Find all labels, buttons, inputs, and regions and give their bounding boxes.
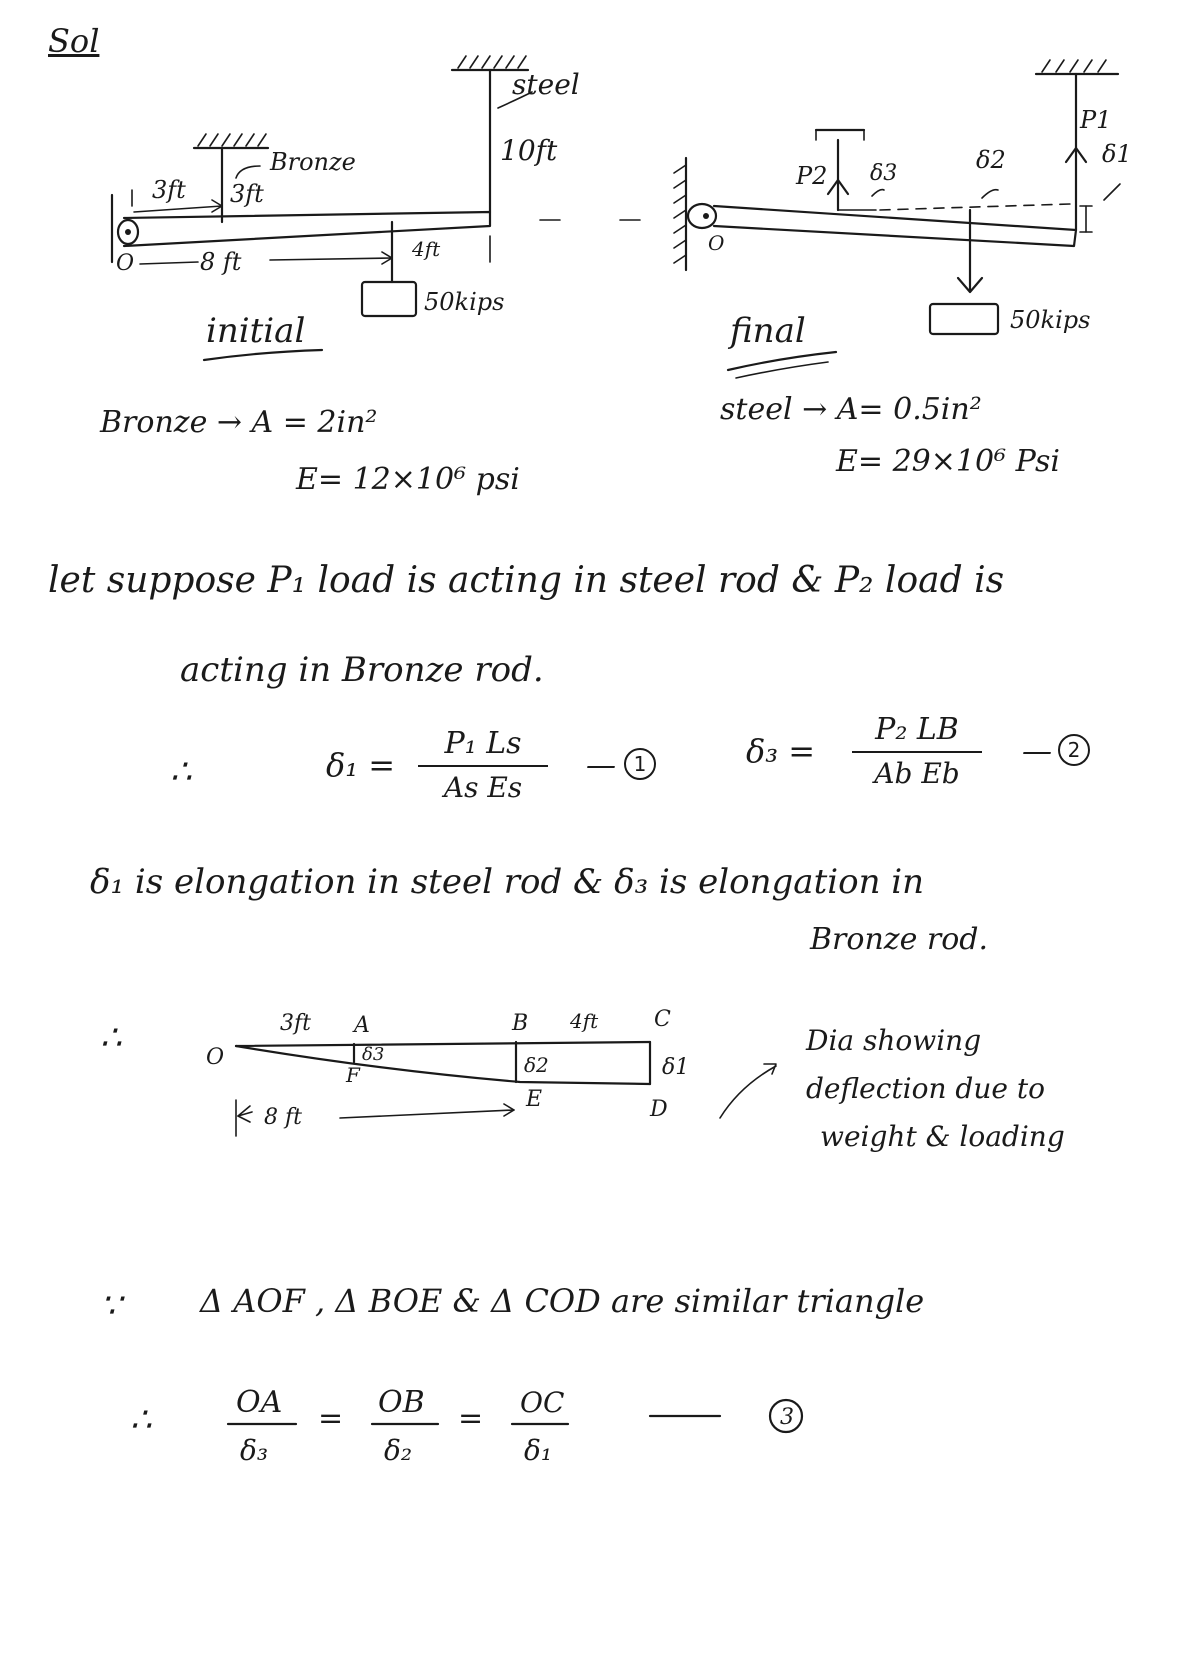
since-symbol: ∵ bbox=[100, 1286, 122, 1326]
dim-3ft-a: 3ft bbox=[152, 176, 186, 204]
ratio1-den: δ₃ bbox=[240, 1434, 269, 1467]
equals-1: = bbox=[318, 1401, 344, 1436]
note-pointer bbox=[720, 1066, 776, 1118]
ratio1-num: OA bbox=[236, 1385, 283, 1420]
dim-3ft-b: 3ft bbox=[230, 180, 264, 208]
ratio3-num: OC bbox=[520, 1386, 565, 1419]
ratio3-den: δ₁ bbox=[524, 1434, 553, 1467]
eq3-tag: 3 bbox=[780, 1405, 794, 1430]
d3-label: δ3 bbox=[870, 161, 898, 186]
eq2-denominator: Ab Eb bbox=[874, 757, 960, 790]
p2-label: P2 bbox=[796, 162, 828, 190]
dia-d2: δ2 bbox=[524, 1053, 549, 1077]
eq1-tag: 1 bbox=[624, 748, 656, 780]
dia-dim-3ft: 3ft bbox=[280, 1011, 311, 1036]
heading-sol: Sol bbox=[48, 22, 100, 60]
text-line-1: let suppose P₁ load is acting in steel rod & P₂ load is bbox=[48, 560, 1005, 601]
label-B: B bbox=[512, 1011, 529, 1036]
pivot-label: O bbox=[116, 251, 135, 276]
bronze-modulus: E= 12×10⁶ psi bbox=[296, 462, 520, 497]
final-pivot-label: O bbox=[708, 231, 725, 255]
load-label: 50kips bbox=[424, 288, 505, 316]
note-line-2: deflection due to bbox=[806, 1072, 1045, 1105]
initial-caption: initial bbox=[206, 311, 306, 351]
text-line-3: δ₁ is elongation in steel rod & δ₃ is elongation in bbox=[90, 862, 925, 902]
p1-label: P1 bbox=[1080, 106, 1112, 134]
therefore-2: ∴ bbox=[100, 1018, 122, 1058]
deflected-line-oed bbox=[236, 1046, 650, 1084]
label-D: D bbox=[650, 1097, 668, 1122]
bronze-label: Bronze bbox=[270, 148, 356, 176]
similar-triangles: Δ AOF , Δ BOE & Δ COD are similar triangle bbox=[200, 1282, 925, 1320]
label-O: O bbox=[206, 1045, 225, 1070]
label-C: C bbox=[654, 1007, 671, 1032]
steel-modulus: E= 29×10⁶ Psi bbox=[836, 444, 1060, 479]
label-A: A bbox=[354, 1013, 370, 1038]
label-F: F bbox=[346, 1063, 360, 1087]
steel-area: steel → A= 0.5in² bbox=[720, 392, 982, 427]
eq2-dash: — bbox=[1022, 734, 1052, 769]
eq2-tag: 2 bbox=[1058, 734, 1090, 766]
eq2-lhs: δ₃ = bbox=[746, 732, 816, 770]
text-line-2: acting in Bronze rod. bbox=[180, 650, 544, 690]
eq1-numerator: P₁ Ls bbox=[418, 726, 548, 767]
top-line-oc bbox=[236, 1042, 650, 1046]
label-E: E bbox=[526, 1087, 543, 1112]
dia-d3: δ3 bbox=[362, 1044, 385, 1065]
dia-dim-4ft: 4ft bbox=[570, 1009, 599, 1033]
final-load-label: 50kips bbox=[1010, 306, 1091, 334]
dim-8ft-right bbox=[340, 1110, 514, 1118]
therefore-1: ∴ bbox=[170, 752, 192, 792]
dim-4ft: 4ft bbox=[412, 237, 441, 261]
therefore-3: ∴ bbox=[130, 1400, 152, 1440]
d1-label: δ1 bbox=[1102, 140, 1132, 168]
steel-label: steel bbox=[512, 68, 580, 101]
note-line-1: Dia showing bbox=[806, 1024, 982, 1057]
dim-8ft: 8 ft bbox=[200, 248, 242, 276]
equals-2: = bbox=[458, 1401, 484, 1436]
ratio2-num: OB bbox=[378, 1385, 425, 1420]
eq1-dash: — bbox=[586, 748, 616, 783]
steel-length: 10ft bbox=[500, 134, 558, 167]
text-line-4: Bronze rod. bbox=[810, 922, 989, 957]
d2-label: δ2 bbox=[976, 146, 1006, 174]
eq1-denominator: As Es bbox=[443, 771, 523, 804]
bronze-area: Bronze → A = 2in² bbox=[100, 405, 378, 440]
note-line-3: weight & loading bbox=[820, 1120, 1065, 1153]
eq1-lhs: δ₁ = bbox=[326, 746, 396, 784]
dia-d1: δ1 bbox=[662, 1055, 690, 1080]
ratio2-den: δ₂ bbox=[384, 1434, 413, 1467]
eq2-numerator: P₂ LB bbox=[852, 712, 982, 753]
final-caption: final bbox=[730, 311, 806, 351]
dia-dim-8ft: 8 ft bbox=[264, 1105, 302, 1130]
